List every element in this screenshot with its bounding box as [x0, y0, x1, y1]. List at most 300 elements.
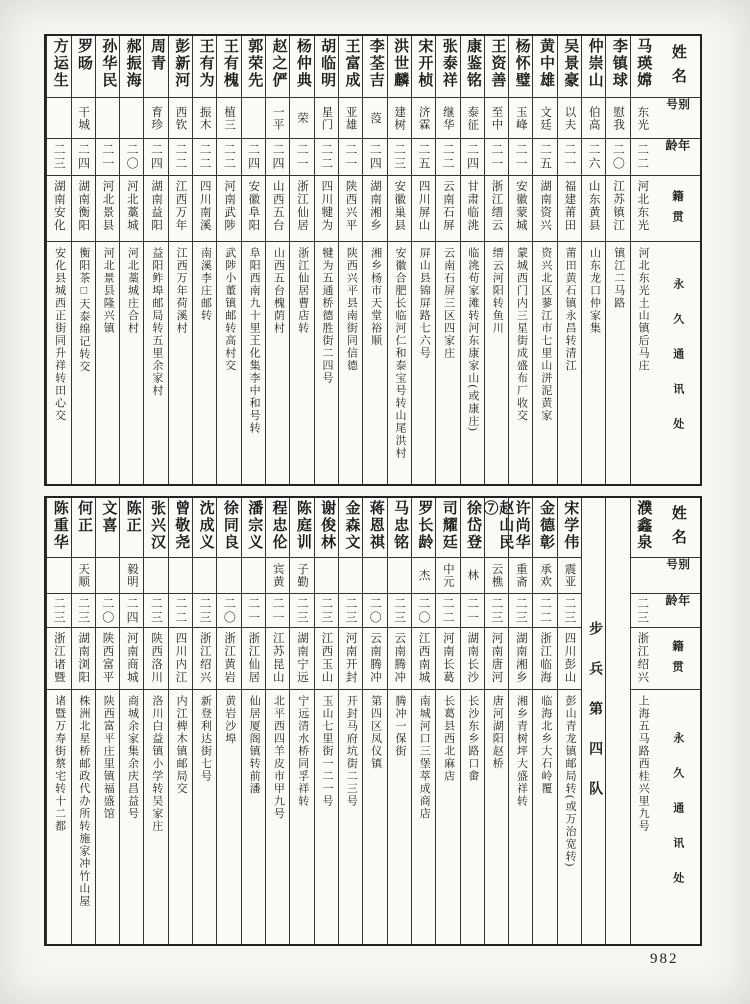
native-place-cell	[96, 176, 119, 242]
person-native-place: 安徽阜阳	[247, 180, 260, 232]
person-column	[95, 498, 119, 944]
address-cell	[169, 690, 192, 944]
person-age: 二三	[295, 596, 310, 625]
person-address: 洛川白益镇小学转吴家庄	[150, 695, 163, 833]
person-native-place: 湖南湘乡	[514, 632, 527, 684]
native-place-cell	[120, 628, 143, 690]
person-age: 二三	[198, 596, 213, 625]
native-place-cell	[412, 176, 435, 242]
person-alias: 育珍	[150, 105, 163, 131]
person-address: 屏山县锦屏路七六号	[418, 247, 431, 360]
name-cell	[509, 498, 532, 558]
person-age: 二四	[125, 596, 140, 625]
person-address: 临海北乡大石岭覆	[539, 695, 552, 795]
person-address: 彭山青龙镇邮局转(或万治宽转)	[564, 695, 577, 868]
native-place-cell	[558, 176, 581, 242]
person-alias: 干城	[77, 105, 90, 131]
name-cell	[169, 498, 192, 558]
person-column	[532, 498, 556, 944]
person-column	[314, 498, 338, 944]
person-name: 洪世麟	[392, 38, 409, 89]
label-native-place: 籍贯	[671, 190, 684, 231]
address-cell	[509, 242, 532, 484]
person-native-place: 河南开封	[344, 632, 357, 684]
address-cell	[72, 242, 95, 484]
person-native-place: 湖南安化	[52, 180, 65, 232]
native-place-cell	[47, 176, 70, 242]
person-address: 阜阳西南九十里王化集李中和号转	[248, 247, 261, 435]
person-native-place: 云南腾冲	[393, 632, 406, 684]
address-cell	[47, 690, 70, 944]
alias-cell	[266, 98, 289, 139]
alias-cell	[193, 558, 216, 594]
age-cell	[388, 594, 411, 628]
person-alias: 东光	[636, 105, 649, 131]
empty-cell	[606, 498, 629, 944]
name-cell	[217, 498, 240, 558]
person-name: 罗长龄	[416, 500, 433, 551]
native-place-cell	[266, 628, 289, 690]
native-place-cell	[315, 176, 338, 242]
alias-cell	[242, 558, 265, 594]
native-place-cell	[169, 628, 192, 690]
person-age: 二三	[52, 596, 67, 625]
native-place-cell	[436, 176, 459, 242]
header-cell-age	[654, 594, 700, 628]
name-cell	[144, 36, 167, 98]
name-cell	[606, 36, 629, 98]
person-alias: 毅明	[125, 563, 138, 588]
name-cell	[96, 36, 119, 98]
person-column	[532, 36, 556, 484]
person-name: 许尚华	[513, 500, 530, 551]
name-cell	[47, 36, 70, 98]
name-cell	[120, 36, 143, 98]
header-cell-native-place	[654, 628, 700, 690]
native-place-cell	[290, 176, 313, 242]
person-alias: 建树	[393, 105, 406, 131]
person-alias: 振木	[198, 105, 211, 131]
person-native-place: 山西五台	[271, 180, 284, 232]
person-name: 宋开桢	[416, 38, 433, 89]
native-place-cell	[631, 628, 654, 690]
name-cell	[509, 36, 532, 98]
person-address: 镇江二马路	[612, 247, 625, 310]
native-place-cell	[509, 176, 532, 242]
person-column	[241, 36, 265, 484]
person-age: 二二	[173, 143, 188, 171]
native-place-cell	[144, 628, 167, 690]
person-alias: 星门	[320, 105, 333, 131]
name-cell	[193, 498, 216, 558]
person-column	[265, 36, 289, 484]
age-cell	[266, 594, 289, 628]
age-cell	[606, 139, 629, 176]
native-place-cell	[339, 176, 362, 242]
name-cell	[339, 498, 362, 558]
native-place-cell	[266, 176, 289, 242]
person-native-place: 浙江诸暨	[52, 632, 65, 684]
person-age: 二一	[514, 143, 529, 171]
age-cell	[631, 594, 654, 628]
age-cell	[436, 594, 459, 628]
person-name: 张泰祥	[440, 38, 457, 89]
label-age: 年龄	[664, 139, 691, 160]
alias-cell	[533, 98, 556, 139]
person-age: 二一	[343, 143, 358, 171]
address-cell	[485, 690, 508, 944]
native-place-cell	[193, 628, 216, 690]
person-alias: 文廷	[539, 105, 552, 131]
age-cell	[96, 139, 119, 176]
person-alias: 承欢	[539, 563, 552, 588]
age-cell	[120, 594, 143, 628]
person-column	[557, 498, 581, 944]
person-name: 郭荣先	[246, 38, 263, 89]
alias-cell	[388, 98, 411, 139]
age-cell	[47, 139, 70, 176]
header-cell-alias	[654, 558, 700, 594]
person-column	[362, 498, 386, 944]
address-cell	[509, 690, 532, 944]
person-column	[460, 498, 484, 944]
person-age: 二三	[149, 596, 164, 625]
person-address: 河北景县隆兴镇	[102, 247, 115, 335]
header-cell-address	[654, 242, 700, 484]
native-place-cell	[631, 176, 654, 242]
person-address: 武陟小董镇邮转高村交	[223, 247, 236, 372]
alias-cell	[120, 558, 143, 594]
person-column	[289, 498, 313, 944]
address-cell	[47, 242, 70, 484]
section-title-column	[581, 498, 605, 944]
person-column	[46, 498, 70, 944]
person-age: 二二	[198, 143, 213, 171]
person-age: 二〇	[100, 596, 115, 625]
person-name: 宋学伟	[562, 500, 579, 551]
person-name: 彭新河	[173, 38, 190, 89]
person-column	[192, 498, 216, 944]
person-age: 二三	[319, 596, 334, 625]
person-address: 云南石屏三区四家庄	[442, 247, 455, 360]
age-cell	[169, 139, 192, 176]
native-place-cell	[533, 176, 556, 242]
person-native-place: 江西南城	[417, 632, 430, 684]
person-column	[338, 498, 362, 944]
alias-cell	[144, 98, 167, 139]
address-cell	[412, 242, 435, 484]
person-alias: 宾黄	[271, 563, 284, 588]
person-alias: 植三	[223, 105, 236, 131]
person-age: 二〇	[416, 596, 431, 625]
native-place-cell	[388, 628, 411, 690]
person-age: 二一	[465, 596, 480, 625]
person-column	[508, 498, 532, 944]
native-place-cell	[412, 628, 435, 690]
age-cell	[96, 594, 119, 628]
alias-cell	[533, 558, 556, 594]
person-column	[387, 498, 411, 944]
person-address: 开封马府坑街二三号	[345, 695, 358, 808]
person-age: 二〇	[368, 596, 383, 625]
person-native-place: 浙江缙云	[490, 180, 503, 232]
address-cell	[266, 242, 289, 484]
address-cell	[144, 242, 167, 484]
person-address: 湘乡青树坪大盛祥转	[515, 695, 528, 808]
person-name: 周青	[148, 38, 165, 72]
person-native-place: 四川屏山	[417, 180, 430, 232]
person-name: 孙华民	[100, 38, 117, 89]
name-cell	[436, 498, 459, 558]
name-cell	[412, 498, 435, 558]
person-address: 长葛县西北麻店	[442, 695, 455, 783]
address-cell	[533, 242, 556, 484]
native-place-cell	[242, 628, 265, 690]
person-age: 二一	[562, 143, 577, 171]
person-native-place: 江西万年	[174, 180, 187, 232]
address-cell	[217, 242, 240, 484]
header-cell-age	[654, 139, 700, 176]
alias-cell	[412, 558, 435, 594]
address-cell	[363, 242, 386, 484]
name-cell	[315, 36, 338, 98]
person-age: 二四	[368, 143, 383, 171]
age-cell	[485, 139, 508, 176]
person-native-place: 河南唐河	[490, 632, 503, 684]
age-cell	[290, 139, 313, 176]
person-address: 莆田黄石镇永昌转清江	[564, 247, 577, 372]
age-cell	[339, 139, 362, 176]
person-name: 方运生	[51, 38, 68, 89]
native-place-cell	[315, 628, 338, 690]
age-cell	[242, 594, 265, 628]
person-alias: 慰我	[612, 105, 625, 131]
person-column	[411, 36, 435, 484]
person-name: 金森文	[343, 500, 360, 551]
person-native-place: 云南腾冲	[368, 632, 381, 684]
address-cell	[120, 690, 143, 944]
address-cell	[193, 690, 216, 944]
person-native-place: 安徽巢县	[393, 180, 406, 232]
roster-table-bottom	[44, 496, 702, 946]
person-name: 黄中雄	[537, 38, 554, 89]
address-cell	[558, 242, 581, 484]
native-place-cell	[558, 628, 581, 690]
person-alias: 济霖	[417, 105, 430, 131]
person-alias: 以夫	[563, 105, 576, 131]
alias-cell	[461, 558, 484, 594]
person-address: 唐河湖阳赵桥	[491, 695, 504, 770]
name-cell	[315, 498, 338, 558]
age-cell	[169, 594, 192, 628]
person-age: 二三	[76, 596, 91, 625]
person-address: 长沙东乡路口畲	[466, 695, 479, 783]
age-cell	[533, 139, 556, 176]
person-age: 二五	[538, 143, 553, 171]
person-alias: 重斋	[514, 563, 527, 588]
person-address: 山东龙口仲家集	[588, 247, 601, 335]
person-native-place: 浙江绍兴	[198, 632, 211, 684]
person-name: 马瑛嫦	[635, 38, 652, 89]
person-name: 谢俊林	[319, 500, 336, 551]
name-cell	[582, 36, 605, 98]
alias-cell	[315, 558, 338, 594]
address-cell	[96, 690, 119, 944]
name-cell	[363, 36, 386, 98]
person-column	[362, 36, 386, 484]
header-cell-address	[654, 690, 700, 944]
person-column	[46, 36, 70, 484]
name-cell	[339, 36, 362, 98]
person-address: 陕西富平庄里镇福盛馆	[102, 695, 115, 820]
address-cell	[363, 690, 386, 944]
person-address: 临洮苟家滩转河东康家山(或康庄)	[466, 247, 479, 433]
person-alias: 泰征	[466, 105, 479, 131]
name-cell	[266, 36, 289, 98]
person-name: 程忠伦	[270, 500, 287, 551]
person-address: 犍为五通桥德胜街二四号	[321, 247, 334, 385]
person-native-place: 甘肃临洮	[466, 180, 479, 232]
address-cell	[388, 690, 411, 944]
person-native-place: 河北景县	[101, 180, 114, 232]
native-place-cell	[461, 176, 484, 242]
person-native-place: 浙江黄岩	[223, 632, 236, 684]
person-name: 赵之俨	[270, 38, 287, 89]
native-place-cell	[485, 628, 508, 690]
person-name: 王资善	[489, 38, 506, 89]
person-column	[630, 498, 654, 944]
age-cell	[144, 594, 167, 628]
name-cell	[290, 36, 313, 98]
person-address: 安化县城西正街同升祥转田心交	[53, 247, 66, 422]
person-native-place: 福建莆田	[563, 180, 576, 232]
age-cell	[363, 139, 386, 176]
name-cell	[558, 36, 581, 98]
person-age: 二一	[295, 143, 310, 171]
person-column	[314, 36, 338, 484]
person-column	[216, 498, 240, 944]
person-native-place: 河北藁城	[125, 180, 138, 232]
address-cell	[242, 690, 265, 944]
person-name: 陈正	[124, 500, 141, 534]
native-place-cell	[363, 628, 386, 690]
person-alias: 杰	[417, 569, 430, 582]
name-cell	[72, 498, 95, 558]
person-name: 王富成	[343, 38, 360, 89]
page-number: 982	[650, 951, 679, 967]
name-cell	[485, 36, 508, 98]
person-address: 安徽合肥长临河仁和泰宝号转山尾洪村	[393, 247, 406, 460]
address-cell	[436, 690, 459, 944]
person-column	[460, 36, 484, 484]
alias-cell	[606, 98, 629, 139]
alias-cell	[339, 558, 362, 594]
header-cell-name	[654, 36, 700, 98]
person-age: 二二	[635, 143, 650, 171]
native-place-cell	[436, 628, 459, 690]
person-age: 二三	[635, 596, 650, 625]
age-cell	[461, 594, 484, 628]
person-column	[581, 36, 605, 484]
label-name: 姓名	[669, 504, 686, 553]
person-native-place: 湖南资兴	[539, 180, 552, 232]
age-cell	[339, 594, 362, 628]
person-column	[435, 36, 459, 484]
age-cell	[412, 594, 435, 628]
name-cell	[631, 498, 654, 558]
person-alias: 天顺	[77, 563, 90, 588]
person-native-place: 安徽蒙城	[514, 180, 527, 232]
native-place-cell	[533, 628, 556, 690]
person-native-place: 陕西富平	[101, 632, 114, 684]
address-cell	[290, 690, 313, 944]
person-age: 二四	[149, 143, 164, 171]
name-cell	[388, 498, 411, 558]
age-cell	[217, 139, 240, 176]
person-address: 腾冲一保街	[393, 695, 406, 758]
person-native-place: 四川内江	[174, 632, 187, 684]
person-native-place: 湖南衡阳	[77, 180, 90, 232]
alias-cell	[339, 98, 362, 139]
address-cell	[315, 690, 338, 944]
alias-cell	[461, 98, 484, 139]
address-cell	[533, 690, 556, 944]
alias-cell	[72, 98, 95, 139]
address-cell	[412, 690, 435, 944]
alias-cell	[509, 558, 532, 594]
person-native-place: 河南商城	[125, 632, 138, 684]
alias-cell	[169, 98, 192, 139]
age-cell	[461, 139, 484, 176]
address-cell	[217, 690, 240, 944]
person-name: 潘宗义	[246, 500, 263, 551]
field-label-column	[654, 36, 700, 484]
person-address: 江西万年荷溪村	[175, 247, 188, 335]
section-spacer-column	[605, 498, 629, 944]
name-cell	[193, 36, 216, 98]
person-address: 宁远清水桥同孚祥转	[296, 695, 309, 808]
address-cell	[144, 690, 167, 944]
age-cell	[558, 139, 581, 176]
person-age: 二〇	[611, 143, 626, 171]
age-cell	[144, 139, 167, 176]
address-cell	[582, 242, 605, 484]
age-cell	[120, 139, 143, 176]
person-alias: 继华	[441, 105, 454, 131]
person-address: 陕西兴平县南街同信德	[345, 247, 358, 372]
native-place-cell	[72, 176, 95, 242]
name-cell	[120, 498, 143, 558]
age-cell	[193, 139, 216, 176]
native-place-cell	[47, 628, 70, 690]
person-address: 河北藁城庄合村	[126, 247, 139, 335]
name-cell	[72, 36, 95, 98]
person-column	[435, 498, 459, 944]
person-native-place: 浙江绍兴	[636, 632, 649, 684]
age-cell	[193, 594, 216, 628]
alias-cell	[631, 98, 654, 139]
address-cell	[485, 242, 508, 484]
person-native-place: 江苏镇江	[612, 180, 625, 232]
person-column	[71, 36, 95, 484]
person-column	[168, 498, 192, 944]
person-column	[71, 498, 95, 944]
label-native-place: 籍贯	[671, 640, 684, 681]
person-native-place: 陕西兴平	[344, 180, 357, 232]
name-cell	[242, 36, 265, 98]
person-age: 二三	[343, 596, 358, 625]
name-cell	[47, 498, 70, 558]
